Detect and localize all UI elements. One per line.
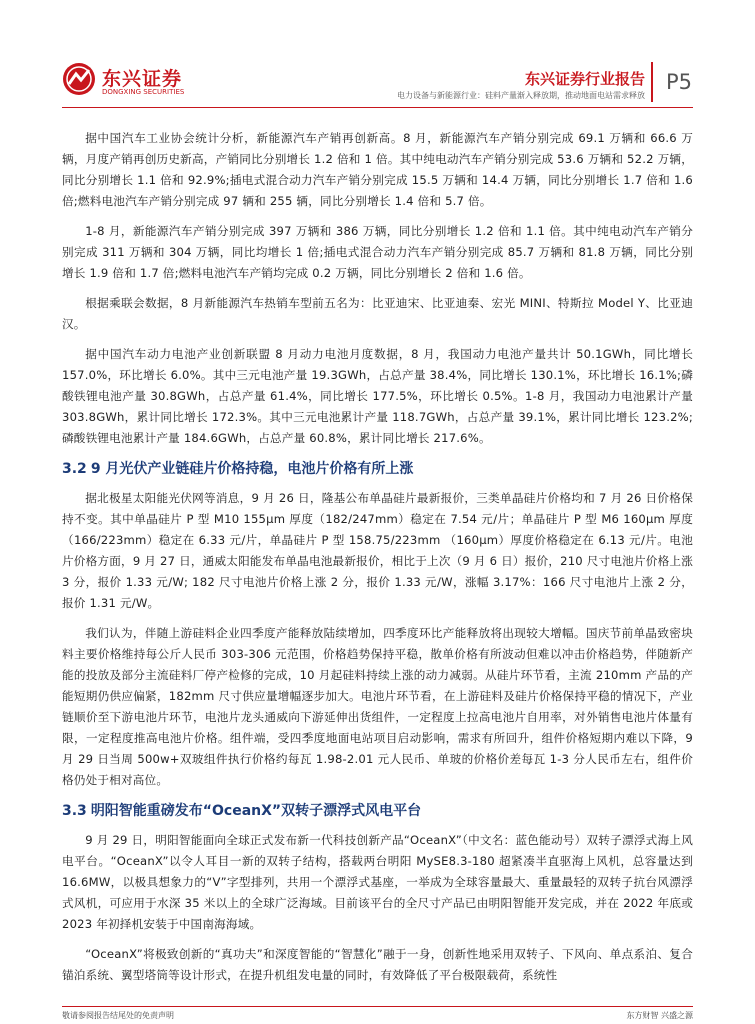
paragraph: 据中国汽车动力电池产业创新联盟 8 月动力电池月度数据，8 月，我国动力电池产量共计 50.1GWh，同比增长 157.0%，环比增长 6.0%。其中三元电池产量 19.3GWh，占总产量 38.4%，同比增长 130.1%，环比增长 16.1%;磷酸铁锂电池产量 30.8GWh，占总产量 61.4%，同比增长 177.5%，环比增长 0.5%。1-8 月，我国动力电池累计产量 303.8GWh，累计同比增长 172.3%。其中三元电池累计产量 118.7GWh，占总产量 39.1%，累计同比增长 123.2%;磷酸铁锂电池累计产量 184.6GWh，占总产量 60.8%，累计同比增长 217.6%。 xyxy=(62,347,693,445)
section-heading-3-3 xyxy=(62,800,693,822)
section-number: 3.2 xyxy=(62,461,87,477)
section-title: 明阳智能重磅发布“OceanX”双转子漂浮式风电平台 xyxy=(90,803,422,819)
section-number: 3.3 xyxy=(62,803,87,819)
report-subtitle: 电力设备与新能源行业：硅料产量渐入释放期，推动地面电站需求释放 xyxy=(397,91,645,100)
paragraph: 我们认为，伴随上游硅料企业四季度产能释放陆续增加，四季度环比产能释放将出现较大增幅。国庆节前单晶致密块料主要价格维持每公斤人民币 303-306 元范围，价格趋势保持平稳，散单价格有所波动但难以冲击价格趋势，伴随新产能的投放及部分主流硅料厂停产检修的完成，10 月起硅料持续上涨的动力减弱。从硅片环节看，主流 210mm 产品的产能短期仍供应偏紧，182mm 尺寸供应量增幅逐步加大。电池片环节看，在上游硅料及硅片价格保持平稳的情况下，产业链顺价至下游电池片环节，电池片龙头通威向下游延伸出货组件，一定程度上拉高电池片自用率，对外销售电池片体量有限，一定程度推高电池片价格。组件端，受四季度地面电站项目启动影响，需求有所回升，组件价格短期内难以下降，9 月 29 日当周 500w+双玻组件执行价格约每瓦 1.98-2.01 元人民币、单玻的价格价差每瓦 1-3 分人民币左右，组件价格仍处于相对高位。 xyxy=(62,626,693,787)
company-logo xyxy=(62,62,192,104)
logo-english: DONGXING SECURITIES xyxy=(102,88,185,96)
disclaimer-note: 敬请参阅报告结尾处的免责声明 xyxy=(62,1011,174,1020)
page-number: P5 xyxy=(666,70,693,94)
paragraph: 1-8 月，新能源汽车产销分别完成 397 万辆和 386 万辆，同比分别增长 1.2 倍和 1.1 倍。其中纯电动汽车产销分别完成 311 万辆和 304 万辆，同比均增长 1 倍;插电式混合动力汽车产销分别完成 85.7 万辆和 81.8 万辆，同比分别增长 1.9 倍和 1.7 倍;燃料电池汽车产销均完成 0.2 万辆，同比分别增长 2 倍和 1.6 倍。 xyxy=(62,224,693,280)
logo-mark-icon xyxy=(62,62,96,96)
section-title: 9 月光伏产业链硅片价格持稳，电池片价格有所上涨 xyxy=(90,461,414,477)
paragraph: 9 月 29 日，明阳智能面向全球正式发布新一代科技创新产品“OceanX”（中文名：蓝色能动号）双转子漂浮式海上风电平台。“OceanX”以令人耳目一新的双转子结构，搭载两台明阳 MySE8.3-180 超紧凑半直驱海上风机，总容量达到 16.6MW，以极具想象力的“V”字型排列，共用一个漂浮式基座，一举成为全球容量最大、重量最轻的双转子抗台风漂浮式风机，可应用于水深 35 米以上的全球广泛海域。目前该平台的全尺寸产品已由明阳智能开发完成，并在 2022 年底或 2023 年初择机安装于中国南海海域。 xyxy=(62,833,693,931)
paragraph: 根据乘联会数据，8 月新能源汽车热销车型前五名为：比亚迪宋、比亚迪秦、宏光 MINI、特斯拉 Model Y、比亚迪汉。 xyxy=(62,296,693,331)
report-body xyxy=(62,128,693,995)
page-header xyxy=(0,0,755,110)
footer-rule xyxy=(62,1006,693,1007)
paragraph: 据中国汽车工业协会统计分析，新能源汽车产销再创新高。8 月，新能源汽车产销分别完成 69.1 万辆和 66.6 万辆，月度产销再创历史新高，产销同比分别增长 1.2 倍和 1 倍。其中纯电动汽车产销分别完成 53.6 万辆和 52.2 万辆，同比分别增长 1.1 倍和 92.9%;插电式混合动力汽车产销分别完成 15.5 万辆和 14.4 万辆，同比分别增长 1.7 倍和 1.6 倍;燃料电池汽车产销分别完成 97 辆和 255 辆，同比分别增长 1.4 倍和 5.7 倍。 xyxy=(62,131,693,208)
logo-text: 东兴证券 xyxy=(102,68,183,90)
section-heading-3-2 xyxy=(62,458,693,480)
header-divider xyxy=(651,62,653,102)
footer-slogan: 东方财智 兴盛之源 xyxy=(626,1011,693,1020)
paragraph: 据北极星太阳能光伏网等消息，9 月 26 日，隆基公布单晶硅片最新报价，三类单晶硅片价格均和 7 月 26 日价格保持不变。其中单晶硅片 P 型 M10 155μm 厚度（182/247mm）稳定在 7.54 元/片；单晶硅片 P 型 M6 160μm 厚度（166/223mm）稳定在 6.33 元/片，单晶硅片 P 型 158.75/223mm （160μm）厚度价格稳定在 6.13 元/片。电池片价格方面，9 月 27 日，通威太阳能发布单晶电池最新报价，相比于上次（9 月 6 日）报价，210 尺寸电池片价格上涨 3 分，报价 1.33 元/W; 182 尺寸电池片价格上涨 2 分，报价 1.33 元/W，涨幅 3.17%：166 尺寸电池片上涨 2 分，报价 1.31 元/W。 xyxy=(62,491,693,610)
paragraph: “OceanX”将极致创新的“真功夫”和深度智能的“智慧化”融于一身，创新性地采用双转子、下风向、单点系泊、复合锚泊系统、翼型塔筒等设计形式，在提升机组发电量的同时，有效降低了平台极限载荷，系统性 xyxy=(62,947,693,982)
report-title: 东兴证券行业报告 xyxy=(524,70,645,88)
header-rule xyxy=(62,107,693,108)
